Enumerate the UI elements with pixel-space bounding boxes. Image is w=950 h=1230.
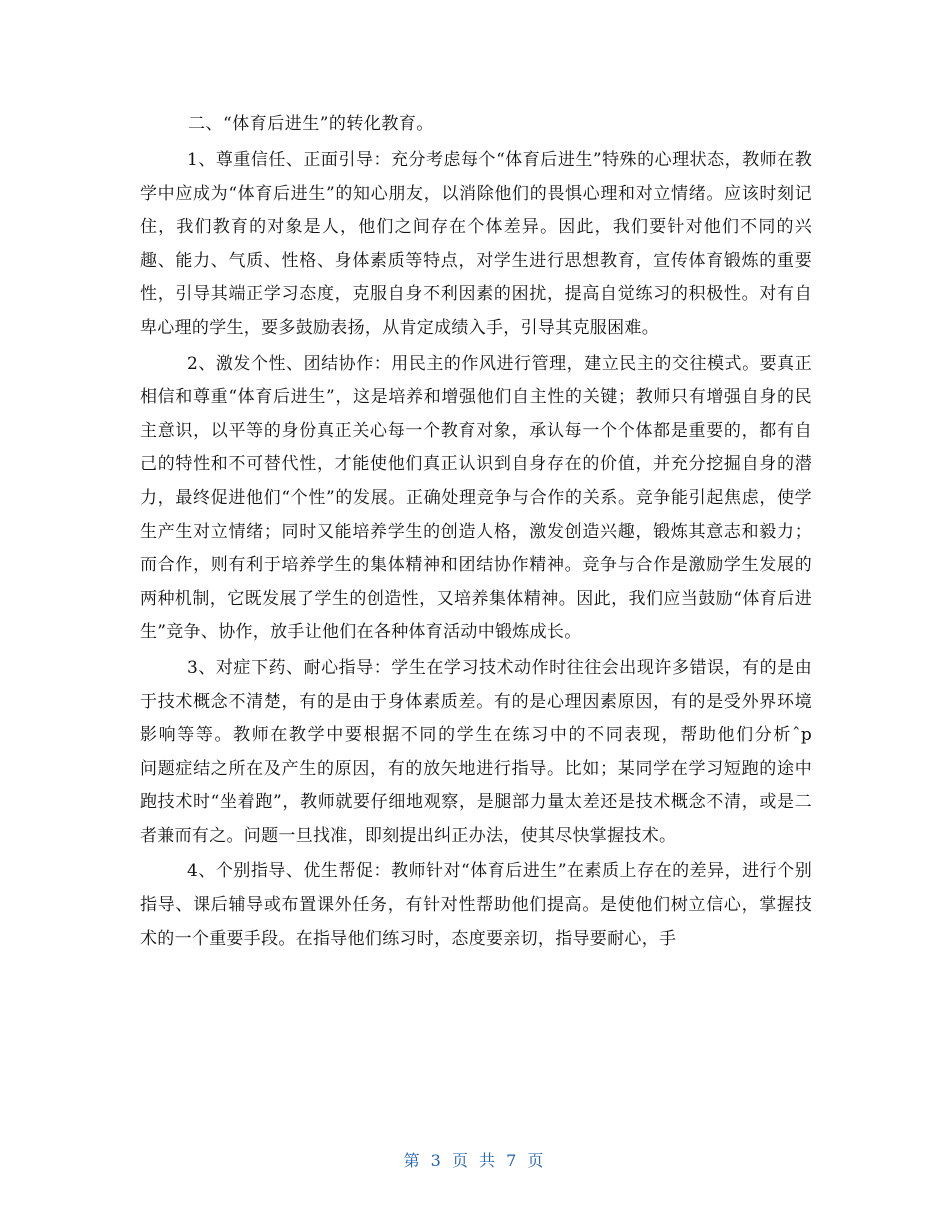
document-body [140,108,847,958]
paragraph-4: 4、个别指导、优生帮促：教师针对“体育后进生”在素质上存在的差异，进行个别指导、课后辅导或布置课外任务，有针对性帮助他们提高。是使他们树立信心，掌握技术的一个重要手段。在指导他们练习时，态度要亲切，指导要耐心，手 [140,861,812,949]
paragraph-2: 2、激发个性、团结协作：用民主的作风进行管理，建立民主的交往模式。要真正相信和尊重“体育后进生”，这是培养和增强他们自主性的关键；教师只有增强自身的民主意识，以平等的身份真正关心每一个教育对象，承认每一个个体都是重要的，都有自己的特性和不可替代性，才能使他们真正认识到自身存在的价值，并充分挖掘自身的潜力，最终促进他们“个性”的发展。正确处理竞争与合作的关系。竞争能引起焦虑，使学生产生对立情绪；同时又能培养学生的创造人格，激发创造兴趣，锻炼其意志和毅力；而合作，则有利于培养学生的集体精神和团结协作精神。竞争与合作是激励学生发展的两种机制，它既发展了学生的创造性，又培养集体精神。因此，我们应当鼓励“体育后进生”竞争、协作，放手让他们在各种体育活动中锻炼成长。 [140,353,812,643]
paragraph-3: 3、对症下药、耐心指导：学生在学习技术动作时往往会出现许多错误，有的是由于技术概念不清楚，有的是由于身体素质差。有的是心理因素原因，有的是受外界环境影响等等。教师在教学中要根据不同的学生在练习中的不同表现，帮助他们分析ˆp 问题症结之所在及产生的原因，有的放矢地进行指导。比如；某同学在学习短跑的途中跑技术时“坐着跑”，教师就要仔细地观察，是腿部力量太差还是技术概念不清，或是二者兼而有之。问题一旦找准，即刻提出纠正办法，使其尽快掌握技术。 [140,657,847,846]
section-heading: 二、“体育后进生”的转化教育。 [188,114,434,134]
page-number-footer: 第 3 页 共 7 页 [403,1151,547,1170]
paragraph-1: 1、尊重信任、正面引导：充分考虑每个“体育后进生”特殊的心理状态，教师在教学中应成为“体育后进生”的知心朋友，以消除他们的畏惧心理和对立情绪。应该时刻记住，我们教育的对象是人，他们之间存在个体差异。因此，我们要针对他们不同的兴趣、能力、气质、性格、身体素质等特点，对学生进行思想教育，宣传体育锻炼的重要性，引导其端正学习态度，克服自身不利因素的困扰，提高自觉练习的积极性。对有自卑心理的学生，要多鼓励表扬，从肯定成绩入手，引导其克服困难。 [140,150,812,338]
